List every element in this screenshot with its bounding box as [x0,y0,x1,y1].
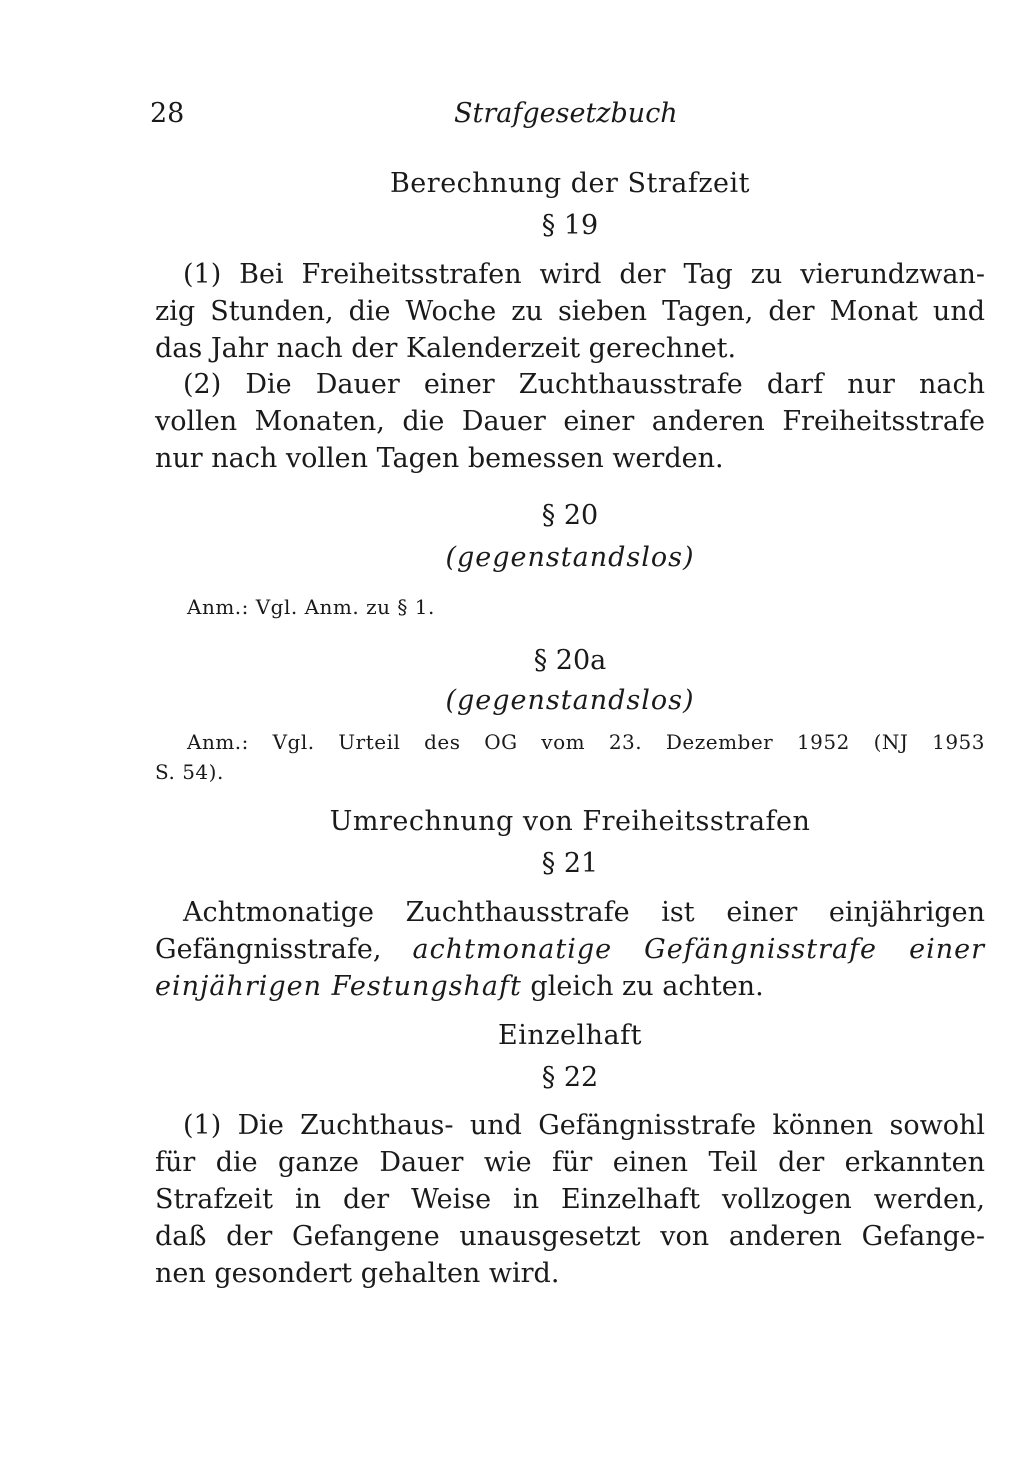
section-20a-note [155,727,985,787]
section-22-title: Einzelhaft [498,1020,642,1051]
section-19-number: § 19 [541,210,599,241]
emphasized-text: achtmonatige Gefängnisstrafe einer [412,934,985,965]
note-line: S. 54). [155,760,224,784]
plain-text: gleich zu achten. [530,971,764,1002]
running-title: Strafgesetzbuch [454,98,678,129]
paragraph-line: nur nach vollen Tagen bemessen werden. [155,443,724,474]
section-20a-number: § 20a [533,645,607,676]
paragraph-line: nen gesondert gehalten wird. [155,1258,560,1289]
section-20-status: (gegenstandslos) [445,542,695,573]
page-header [150,98,990,138]
emphasized-text: einjährigen Festungshaft [155,971,522,1002]
paragraph-line: (2) Die Dauer einer Zuchthausstrafe darf nur nach [183,369,985,400]
section-21-title: Umrechnung von Freiheitsstrafen [329,806,811,837]
section-22-paragraph-1 [155,1107,985,1292]
plain-text: Gefängnisstrafe, [155,934,382,965]
section-21-number: § 21 [541,848,599,879]
section-22-number: § 22 [541,1062,599,1093]
page-number: 28 [150,98,185,129]
paragraph-line: das Jahr nach der Kalenderzeit gerechnet. [155,333,737,364]
note-line: Anm.: Vgl. Anm. zu § 1. [187,595,435,619]
section-21-paragraph [155,894,985,1005]
section-19-paragraph-2 [155,366,985,477]
paragraph-line: daß der Gefangene unausgesetzt von anderen Gefange- [155,1221,985,1252]
paragraph-line: (1) Bei Freiheitsstrafen wird der Tag zu vierundzwan- [183,259,985,290]
paragraph-line [155,931,985,968]
paragraph-line [155,968,985,1005]
paragraph-line: zig Stunden, die Woche zu sieben Tagen, der Monat und [155,296,985,327]
paragraph-line: Achtmonatige Zuchthausstrafe ist einer einjährigen [183,897,985,928]
paragraph-line: für die ganze Dauer wie für einen Teil der erkannten [155,1147,985,1178]
section-20-number: § 20 [541,500,599,531]
section-20a-status: (gegenstandslos) [445,685,695,716]
paragraph-line: vollen Monaten, die Dauer einer anderen Freiheitsstrafe [155,406,985,437]
paragraph-line: Strafzeit in der Weise in Einzelhaft vollzogen werden, [155,1184,985,1215]
section-20-note [187,592,887,622]
section-19-title: Berechnung der Strafzeit [389,168,751,199]
note-line: Anm.: Vgl. Urteil des OG vom 23. Dezember 1952 (NJ 1953 [187,730,985,754]
paragraph-line: (1) Die Zuchthaus- und Gefängnisstrafe können sowohl [183,1110,985,1141]
section-19-paragraph-1 [155,256,985,367]
